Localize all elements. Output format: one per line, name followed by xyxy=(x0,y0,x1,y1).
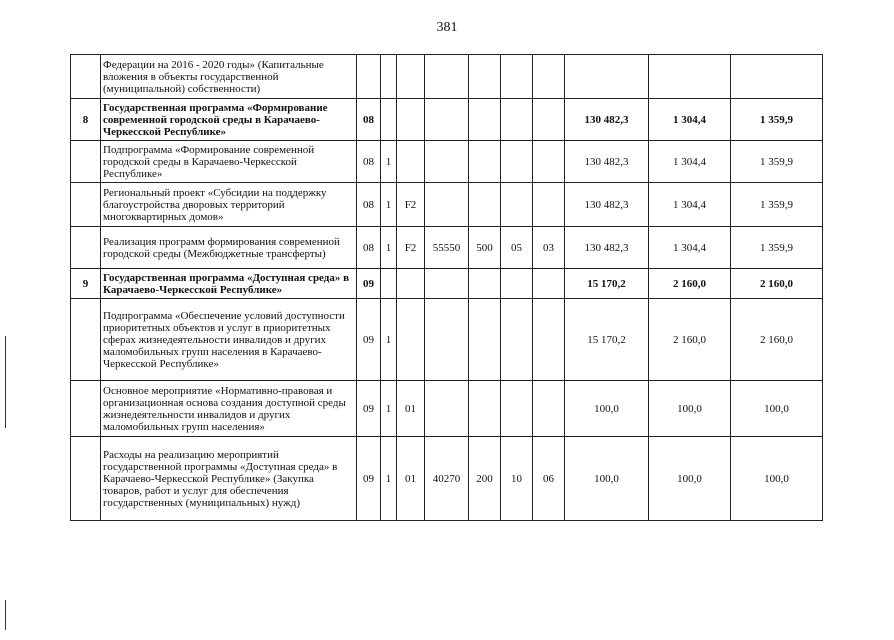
amount-year-1: 15 170,2 xyxy=(565,269,649,299)
amount-year-2: 100,0 xyxy=(649,437,731,521)
table-row xyxy=(71,141,823,183)
amount-year-3: 1 359,9 xyxy=(731,227,823,269)
row-name: Подпрограмма «Обеспечение условий доступности приоритетных объектов и услуг в приоритетных сферах жизнедеятельности инвалидов и других маломобильных групп населения в Карачаево-Черкесской Республике» xyxy=(101,299,357,381)
event-code xyxy=(397,269,425,299)
ministry-code: 08 xyxy=(357,99,381,141)
amount-year-2 xyxy=(649,55,731,99)
subprogram-code: 1 xyxy=(381,183,397,227)
amount-year-3: 1 359,9 xyxy=(731,183,823,227)
subprogram-code xyxy=(381,269,397,299)
section-code xyxy=(501,269,533,299)
event-code xyxy=(397,99,425,141)
row-name: Расходы на реализацию мероприятий государственной программы «Доступная среда» в Карачаево-Черкесской Республике» (Закупка товаров, работ и услуг для обеспечения государственных (муниципальных) нужд) xyxy=(101,437,357,521)
scan-edge-mark xyxy=(5,336,6,428)
amount-year-2: 1 304,4 xyxy=(649,183,731,227)
table-row xyxy=(71,183,823,227)
expense-type-code xyxy=(469,299,501,381)
table-row xyxy=(71,99,823,141)
section-code xyxy=(501,183,533,227)
row-number xyxy=(71,227,101,269)
expense-type-code xyxy=(469,183,501,227)
amount-year-2: 2 160,0 xyxy=(649,269,731,299)
subsection-code: 06 xyxy=(533,437,565,521)
amount-year-2: 1 304,4 xyxy=(649,99,731,141)
subsection-code: 03 xyxy=(533,227,565,269)
row-number xyxy=(71,141,101,183)
subsection-code xyxy=(533,55,565,99)
event-code: 01 xyxy=(397,381,425,437)
section-code: 05 xyxy=(501,227,533,269)
amount-year-2: 1 304,4 xyxy=(649,141,731,183)
scan-edge-mark xyxy=(5,600,6,630)
row-name: Подпрограмма «Формирование современной городской среды в Карачаево-Черкесской Республике» xyxy=(101,141,357,183)
row-name: Федерации на 2016 - 2020 годы» (Капитальные вложения в объекты государственной (муниципальной) собственности) xyxy=(101,55,357,99)
ministry-code: 08 xyxy=(357,183,381,227)
amount-year-1: 100,0 xyxy=(565,381,649,437)
subprogram-code: 1 xyxy=(381,437,397,521)
page-number: 381 xyxy=(436,20,458,35)
ministry-code xyxy=(357,55,381,99)
amount-year-2: 2 160,0 xyxy=(649,299,731,381)
direction-code xyxy=(425,299,469,381)
expense-type-code: 200 xyxy=(469,437,501,521)
table-row xyxy=(71,381,823,437)
amount-year-1 xyxy=(565,55,649,99)
ministry-code: 08 xyxy=(357,141,381,183)
amount-year-1: 130 482,3 xyxy=(565,183,649,227)
expense-type-code xyxy=(469,141,501,183)
table-row xyxy=(71,299,823,381)
ministry-code: 09 xyxy=(357,299,381,381)
amount-year-3: 2 160,0 xyxy=(731,299,823,381)
row-name: Государственная программа «Доступная среда» в Карачаево-Черкесской Республике» xyxy=(101,269,357,299)
section-code xyxy=(501,141,533,183)
amount-year-3: 2 160,0 xyxy=(731,269,823,299)
direction-code xyxy=(425,381,469,437)
row-number xyxy=(71,437,101,521)
table-row xyxy=(71,55,823,99)
ministry-code: 08 xyxy=(357,227,381,269)
amount-year-1: 130 482,3 xyxy=(565,99,649,141)
direction-code xyxy=(425,269,469,299)
direction-code xyxy=(425,141,469,183)
subsection-code xyxy=(533,183,565,227)
amount-year-1: 130 482,3 xyxy=(565,227,649,269)
amount-year-1: 100,0 xyxy=(565,437,649,521)
event-code: 01 xyxy=(397,437,425,521)
row-number xyxy=(71,183,101,227)
expense-type-code xyxy=(469,269,501,299)
subprogram-code: 1 xyxy=(381,227,397,269)
direction-code: 55550 xyxy=(425,227,469,269)
section-code xyxy=(501,299,533,381)
subsection-code xyxy=(533,381,565,437)
row-number: 9 xyxy=(71,269,101,299)
expense-type-code xyxy=(469,99,501,141)
ministry-code: 09 xyxy=(357,381,381,437)
amount-year-3: 100,0 xyxy=(731,381,823,437)
table-row xyxy=(71,437,823,521)
section-code xyxy=(501,381,533,437)
event-code xyxy=(397,299,425,381)
row-number xyxy=(71,381,101,437)
subsection-code xyxy=(533,299,565,381)
amount-year-1: 130 482,3 xyxy=(565,141,649,183)
table-row xyxy=(71,269,823,299)
subprogram-code: 1 xyxy=(381,299,397,381)
ministry-code: 09 xyxy=(357,269,381,299)
event-code xyxy=(397,141,425,183)
section-code: 10 xyxy=(501,437,533,521)
subprogram-code: 1 xyxy=(381,381,397,437)
expense-type-code xyxy=(469,381,501,437)
amount-year-2: 100,0 xyxy=(649,381,731,437)
amount-year-2: 1 304,4 xyxy=(649,227,731,269)
subsection-code xyxy=(533,269,565,299)
direction-code: 40270 xyxy=(425,437,469,521)
section-code xyxy=(501,99,533,141)
budget-table xyxy=(70,54,823,521)
amount-year-3: 1 359,9 xyxy=(731,141,823,183)
subprogram-code xyxy=(381,99,397,141)
row-name: Государственная программа «Формирование современной городской среды в Карачаево-Черкесской Республике» xyxy=(101,99,357,141)
event-code: F2 xyxy=(397,227,425,269)
table-row xyxy=(71,227,823,269)
amount-year-3: 100,0 xyxy=(731,437,823,521)
subsection-code xyxy=(533,99,565,141)
row-name: Основное мероприятие «Нормативно-правовая и организационная основа создания доступной среды жизнедеятельности инвалидов и других маломобильных групп населения» xyxy=(101,381,357,437)
event-code: F2 xyxy=(397,183,425,227)
row-name: Реализация программ формирования современной городской среды (Межбюджетные трансферты) xyxy=(101,227,357,269)
amount-year-3: 1 359,9 xyxy=(731,99,823,141)
row-name: Региональный проект «Субсидии на поддержку благоустройства дворовых территорий многоквартирных домов» xyxy=(101,183,357,227)
subprogram-code xyxy=(381,55,397,99)
ministry-code: 09 xyxy=(357,437,381,521)
expense-type-code: 500 xyxy=(469,227,501,269)
subprogram-code: 1 xyxy=(381,141,397,183)
event-code xyxy=(397,55,425,99)
row-number xyxy=(71,55,101,99)
direction-code xyxy=(425,55,469,99)
subsection-code xyxy=(533,141,565,183)
direction-code xyxy=(425,99,469,141)
section-code xyxy=(501,55,533,99)
amount-year-3 xyxy=(731,55,823,99)
direction-code xyxy=(425,183,469,227)
amount-year-1: 15 170,2 xyxy=(565,299,649,381)
row-number xyxy=(71,299,101,381)
row-number: 8 xyxy=(71,99,101,141)
expense-type-code xyxy=(469,55,501,99)
